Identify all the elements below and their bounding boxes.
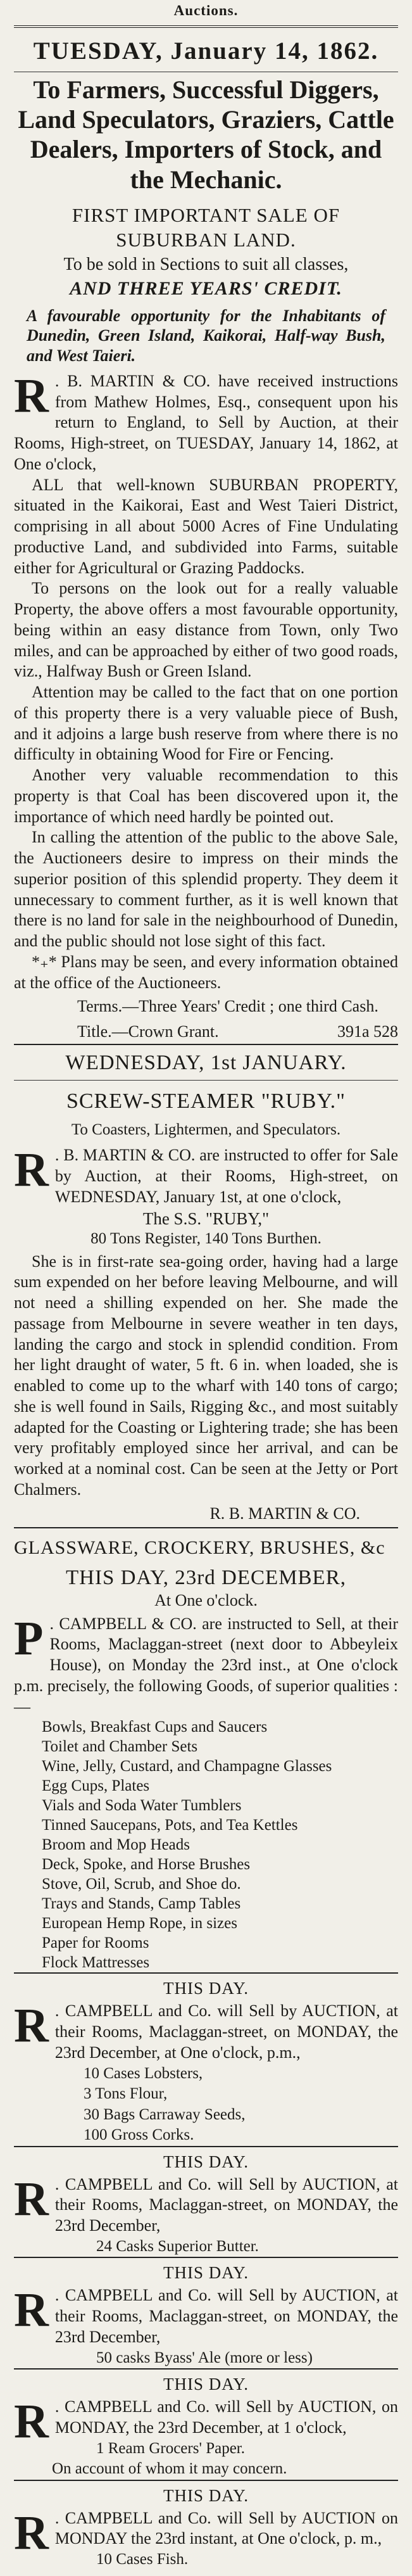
lots-list — [14, 2064, 398, 2146]
time-line: At One o'clock. — [154, 1590, 258, 1609]
intro-paragraph — [14, 1145, 398, 1207]
this-day-heading: THIS DAY, 23rd DECEMBER, — [66, 1566, 346, 1589]
title-text: Title.—Crown Grant. — [77, 1022, 219, 1041]
drop-capital: R — [14, 2172, 49, 2226]
intro-text: . B. MARTIN & CO. have received instructions from Mathew Holmes, Esq., consequent upon his return to England, to Sell by Auction, at their Rooms, High-street, on TUESDAY, January 14, 1862, at One o'clock, — [14, 371, 398, 473]
list-item: 30 Bags Carraway Seeds, — [84, 2105, 246, 2123]
title-line — [14, 1018, 398, 1044]
list-item: European Hemp Rope, in sizes — [42, 1915, 237, 1932]
this-day-heading: THIS DAY. — [163, 1979, 249, 1998]
intro-text: . CAMPBELL and Co. will Sell by AUCTION, at their Rooms, Maclaggan-street, on MONDAY, the 23rd December, — [54, 2174, 398, 2235]
list-item: Deck, Spoke, and Horse Brushes — [42, 1856, 251, 1874]
sale-title: FIRST IMPORTANT SALE OF SUBURBAN LAND. — [72, 203, 340, 251]
signature: R. B. MARTIN & CO. — [209, 1504, 360, 1523]
section-date: WEDNESDAY, 1st JANUARY. — [65, 1051, 347, 1075]
audience-line: To Coasters, Lightermen, and Speculators. — [71, 1121, 341, 1139]
lot-line: 24 Casks Superior Butter. — [96, 2237, 259, 2255]
list-item: Egg Cups, Plates — [42, 1777, 150, 1795]
this-day-heading: THIS DAY. — [163, 2375, 249, 2394]
list-item: Trays and Stands, Camp Tables — [42, 1895, 241, 1913]
intro-text: . B. MARTIN & CO. are instructed to offer for Sale by Auction, at their Rooms, High-street, on WEDNESDAY, January 1st, at one o'clock, — [54, 1146, 398, 1206]
drop-capital: P — [14, 1611, 44, 1665]
coal-paragraph: Another very valuable recommendation to this property is that Coal has been discovered upon it, the importance of which need hardly be pointed out. — [14, 766, 398, 826]
ship-name: The S.S. "RUBY," — [142, 1209, 270, 1228]
intro-text: . CAMPBELL and Co. will Sell by AUCTION on MONDAY the 23rd instant, at One o'clock, p. m., — [54, 2508, 398, 2548]
ship-tonnage: 80 Tons Register, 140 Tons Burthen. — [91, 1229, 321, 1247]
goods-list — [14, 1717, 398, 1972]
attention-paragraph: In calling the attention of the public to the above Sale, the Auctioneers desire to impress on their minds the superior position of this splendid property. They deem it unnecessary to comment further, as it is well known that there is no land for sale in the neighbourhood of Dunedin, and the public should not lose sight of this fact. — [14, 828, 398, 951]
this-day-heading: THIS DAY. — [163, 2152, 249, 2171]
drop-capital: R — [14, 2395, 49, 2449]
opportunity-text: A favourable opportunity for the Inhabitants of Dunedin, Green Island, Kaikorai, Half-way Bush, and West Taieri. — [27, 306, 385, 365]
drop-capital: R — [14, 2506, 49, 2560]
reference-number: 391a 528 — [337, 1022, 398, 1041]
list-item: Stove, Oil, Scrub, and Shoe do. — [42, 1875, 241, 1893]
lot-line: 10 Cases Fish. — [96, 2551, 189, 2568]
dateline: TUESDAY, January 14, 1862. — [33, 37, 379, 65]
list-item: 100 Gross Corks. — [84, 2126, 194, 2144]
list-item: Wine, Jelly, Custard, and Champagne Glasses — [42, 1758, 332, 1775]
notice-fish — [14, 2481, 398, 2570]
drop-capital: R — [14, 1143, 49, 1197]
notice-suburban-land — [14, 28, 398, 1044]
note-line: On account of whom it may concern. — [52, 2460, 287, 2478]
list-item: Tinned Saucepans, Pots, and Tea Kettles — [42, 1817, 298, 1834]
drop-capital: R — [14, 2283, 49, 2337]
section-title: SCREW-STEAMER "RUBY." — [66, 1089, 346, 1114]
drop-capital: R — [14, 369, 49, 422]
intro-paragraph — [14, 2174, 398, 2237]
list-item: Broom and Mop Heads — [42, 1836, 190, 1854]
section-title: GLASSWARE, CROCKERY, BRUSHES, &c — [14, 1537, 385, 1558]
notice-glassware — [14, 1528, 398, 1973]
sections-line: To be sold in Sections to suit all classes, — [63, 255, 349, 275]
location-paragraph: To persons on the look out for a really valuable Property, the above offers a most favourable opportunity, being within an easy distance from Town, only Two miles, and can be approached by either of two good roads, viz., Halfway Bush or Green Island. — [14, 579, 398, 681]
intro-paragraph — [14, 1611, 398, 1718]
intro-paragraph — [14, 2285, 398, 2347]
ship-description: She is in first-rate sea-going order, having had a large sum expended on her before leaving Melbourne, and will not need a shilling expended on her. She made the passage from Melbourne in severe weather in ten days, landing the cargo and stock in splendid condition. From her light draught of water, 5 ft. 6 in. when loaded, she is enabled to come up to the wharf with 140 tons of cargo; she is well found in Sails, Rigging &c., and most suitably adapted for the Coasting or Lightering trade; she has been very profitably employed since her arrival, and can be worked at a nominal cost. Can be seen at the Jetty or Port Chalmers. — [14, 1252, 398, 1499]
property-paragraph: ALL that well-known SUBURBAN PROPERTY, situated in the Kaikorai, East and West Taieri District, comprising in all about 5000 Acres of Fine Undulating productive Land, and subdivided into Farms, suitable either for Agricultural or Grazing Paddocks. — [14, 475, 398, 577]
list-item: Toilet and Chamber Sets — [42, 1738, 198, 1756]
list-item: Vials and Soda Water Tumblers — [42, 1797, 242, 1815]
credit-line: AND THREE YEARS' CREDIT. — [70, 277, 342, 299]
running-head: Auctions. — [173, 3, 239, 18]
bush-paragraph: Attention may be called to the fact that on one portion of this property there is a very valuable piece of Bush, and it adjoins a large bush reserve from where there is no difficulty in obtaining Wood for Fire or Fencing. — [14, 683, 398, 764]
notice-butter — [14, 2147, 398, 2257]
headline: To Farmers, Successful Diggers, Land Speculators, Graziers, Cattle Dealers, Importers of Stock, and the Mechanic. — [18, 75, 394, 194]
intro-text: . CAMPBELL and Co. will Sell by AUCTION, on MONDAY, the 23rd December, at 1 o'clock, — [54, 2397, 398, 2437]
list-item: 3 Tons Flour, — [84, 2085, 168, 2103]
intro-paragraph — [14, 2001, 398, 2063]
list-item: Flock Mattresses — [42, 1954, 150, 1972]
lot-line: 1 Ream Grocers' Paper. — [96, 2439, 245, 2457]
terms-line — [14, 993, 398, 1018]
intro-paragraph — [14, 371, 398, 475]
intro-text: . CAMPBELL and Co. will Sell by AUCTION, at their Rooms, Maclaggan-street, on MONDAY, the 23rd December, at One o'clock, p.m., — [54, 2002, 398, 2062]
terms-text: Terms.—Three Years' Credit ; one third Cash. — [77, 997, 378, 1016]
this-day-heading: THIS DAY. — [163, 2485, 249, 2505]
list-item: Bowls, Breakfast Cups and Saucers — [42, 1718, 268, 1736]
plans-paragraph: *₊* Plans may be seen, and every information obtained at the office of the Auctioneers. — [14, 952, 398, 992]
drop-capital: R — [14, 1999, 49, 2053]
this-day-heading: THIS DAY. — [163, 2263, 249, 2283]
notice-ale — [14, 2258, 398, 2368]
lot-line: 50 casks Byass' Ale (more or less) — [96, 2349, 313, 2366]
notice-lobsters — [14, 1974, 398, 2145]
list-item: Paper for Rooms — [42, 1934, 149, 1952]
list-item: 10 Cases Lobsters, — [84, 2064, 203, 2082]
intro-text: . CAMPBELL and Co. will Sell by AUCTION, at their Rooms, Maclaggan-street, on MONDAY, the 23rd December, — [54, 2286, 398, 2346]
intro-text: . CAMPBELL & CO. are instructed to Sell, at their Rooms, Maclaggan-street (next door to Abbeyleix House), on Monday the 23rd inst., at One o'clock p.m. precisely, the following Goods, of superior qualities :— — [14, 1614, 398, 1716]
notice-grocers-paper — [14, 2370, 398, 2480]
notice-steamer-ruby — [14, 1045, 398, 1526]
